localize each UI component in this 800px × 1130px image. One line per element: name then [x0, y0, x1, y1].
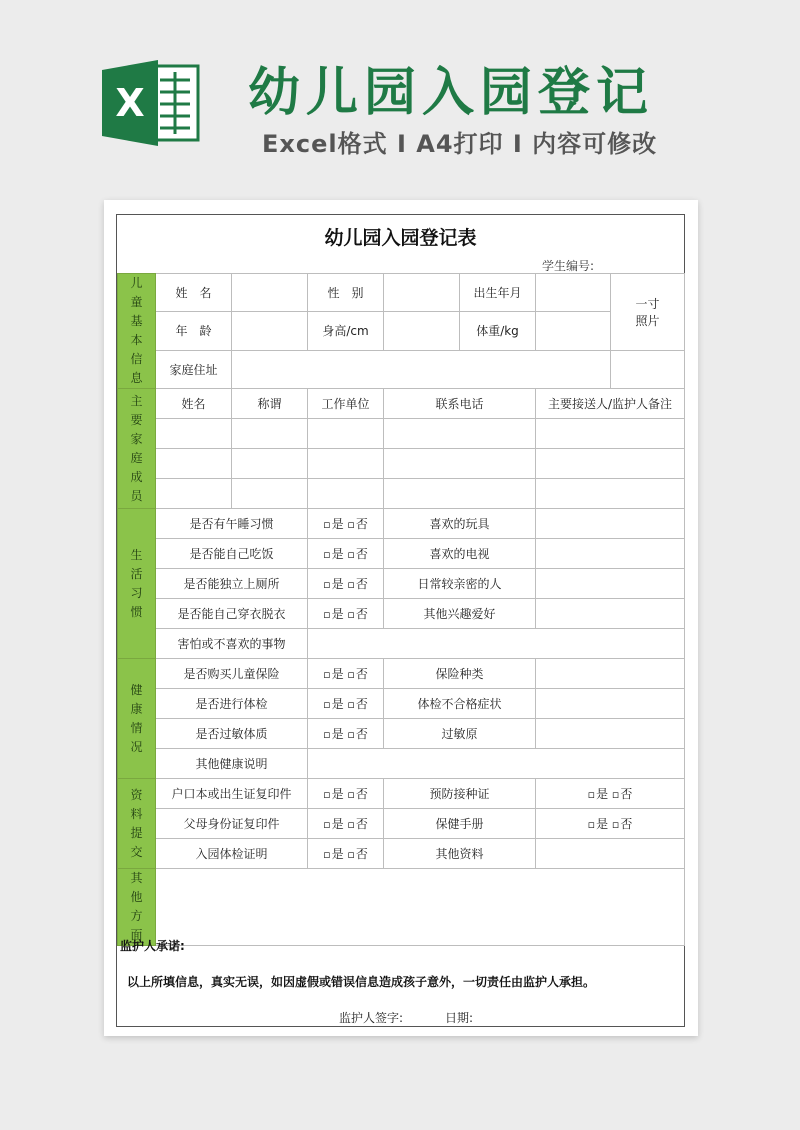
no-option[interactable]: ▫ 否 — [347, 547, 367, 561]
student-number-label: 学生编号: — [542, 259, 595, 273]
photo-cell[interactable] — [611, 274, 685, 351]
family-row — [118, 419, 685, 449]
vaccine-label: 预防接种证 — [384, 779, 536, 809]
field-weight[interactable] — [536, 312, 611, 350]
other-docs-label: 其他资料 — [384, 839, 536, 869]
other-field[interactable] — [156, 869, 685, 946]
registration-table — [117, 273, 685, 946]
family-row — [118, 479, 685, 509]
checkup-label: 是否进行体检 — [156, 689, 308, 719]
hukou-label: 户口本或出生证复印件 — [156, 779, 308, 809]
label-height: 身高/cm — [308, 312, 384, 350]
insurance-label: 是否购买儿童保险 — [156, 659, 308, 689]
header-workplace: 工作单位 — [308, 389, 384, 419]
banner-title: 幼儿园入园登记 — [248, 63, 655, 123]
header-guardian-note: 主要接送人/监护人备注 — [536, 389, 685, 419]
checkup-fail-field[interactable] — [536, 689, 685, 719]
health-book-choice[interactable] — [536, 809, 685, 839]
no-option[interactable]: ▫ 否 — [347, 817, 367, 831]
no-option[interactable]: ▫ 否 — [612, 817, 632, 831]
health-book-label: 保健手册 — [384, 809, 536, 839]
label-name: 姓 名 — [156, 274, 232, 312]
yes-option[interactable]: ▫ 是 — [323, 787, 343, 801]
no-option[interactable]: ▫ 否 — [347, 517, 367, 531]
hukou-choice[interactable] — [308, 779, 384, 809]
field-birth[interactable] — [536, 274, 611, 312]
field-address[interactable] — [232, 350, 611, 388]
insurance-type-label: 保险种类 — [384, 659, 536, 689]
logo-letter: X — [115, 81, 145, 125]
yes-option[interactable]: ▫ 是 — [323, 817, 343, 831]
label-birth: 出生年月 — [460, 274, 536, 312]
category-other: 其他方面 — [118, 869, 156, 946]
excel-logo-icon — [100, 58, 202, 148]
yes-option[interactable]: ▫ 是 — [588, 817, 608, 831]
header-relation: 称谓 — [232, 389, 308, 419]
insurance-choice[interactable] — [308, 659, 384, 689]
habit-nap-choice[interactable] — [308, 509, 384, 539]
category-family: 主要家庭成员 — [118, 389, 156, 509]
close-person-label: 日常较亲密的人 — [384, 569, 536, 599]
pledge-heading: 监护人承诺: — [120, 939, 185, 953]
photo-label-2: 照片 — [635, 313, 660, 328]
field-height[interactable] — [384, 312, 460, 350]
favorite-tv-label: 喜欢的电视 — [384, 539, 536, 569]
no-option[interactable]: ▫ 否 — [347, 667, 367, 681]
category-basic-info: 儿童基本信息 — [118, 274, 156, 389]
hobbies-label: 其他兴趣爱好 — [384, 599, 536, 629]
other-health-field[interactable] — [308, 749, 685, 779]
label-age: 年 龄 — [156, 312, 232, 350]
form-title: 幼儿园入园登记表 — [324, 227, 477, 249]
field-gender[interactable] — [384, 274, 460, 312]
label-address: 家庭住址 — [156, 350, 232, 388]
habit-nap-label: 是否有午睡习惯 — [156, 509, 308, 539]
photo-bottom-cell — [611, 350, 685, 388]
yes-option[interactable]: ▫ 是 — [323, 607, 343, 621]
yes-option[interactable]: ▫ 是 — [323, 577, 343, 591]
entry-checkup-label: 入园体检证明 — [156, 839, 308, 869]
habit-eat-choice[interactable] — [308, 539, 384, 569]
date-label[interactable]: 日期: — [445, 1011, 474, 1025]
no-option[interactable]: ▫ 否 — [347, 727, 367, 741]
close-person-field[interactable] — [536, 569, 685, 599]
yes-option[interactable]: ▫ 是 — [323, 727, 343, 741]
category-documents: 资料提交 — [118, 779, 156, 869]
no-option[interactable]: ▫ 否 — [347, 697, 367, 711]
entry-checkup-choice[interactable] — [308, 839, 384, 869]
form-frame — [116, 214, 685, 1027]
checkup-fail-label: 体检不合格症状 — [384, 689, 536, 719]
banner-subtitle: Excel格式 I A4打印 I 内容可修改 — [262, 130, 658, 158]
yes-option[interactable]: ▫ 是 — [323, 697, 343, 711]
other-health-label: 其他健康说明 — [156, 749, 308, 779]
habit-toilet-choice[interactable] — [308, 569, 384, 599]
vaccine-choice[interactable] — [536, 779, 685, 809]
checkup-choice[interactable] — [308, 689, 384, 719]
form-paper — [104, 200, 698, 1036]
guardian-signature-label[interactable]: 监护人签字: — [339, 1011, 404, 1025]
parent-id-label: 父母身份证复印件 — [156, 809, 308, 839]
fears-label: 害怕或不喜欢的事物 — [156, 629, 308, 659]
field-age[interactable] — [232, 312, 308, 350]
other-docs-field[interactable] — [536, 839, 685, 869]
parent-id-choice[interactable] — [308, 809, 384, 839]
allergen-field[interactable] — [536, 719, 685, 749]
allergy-choice[interactable] — [308, 719, 384, 749]
no-option[interactable]: ▫ 否 — [347, 847, 367, 861]
habit-toilet-label: 是否能独立上厕所 — [156, 569, 308, 599]
habit-dress-choice[interactable] — [308, 599, 384, 629]
label-gender: 性 别 — [308, 274, 384, 312]
yes-option[interactable]: ▫ 是 — [323, 517, 343, 531]
yes-option[interactable]: ▫ 是 — [588, 787, 608, 801]
no-option[interactable]: ▫ 否 — [347, 607, 367, 621]
favorite-toy-label: 喜欢的玩具 — [384, 509, 536, 539]
family-row — [118, 449, 685, 479]
allergy-label: 是否过敏体质 — [156, 719, 308, 749]
no-option[interactable]: ▫ 否 — [347, 577, 367, 591]
favorite-tv-field[interactable] — [536, 539, 685, 569]
pledge-text: 以上所填信息，真实无误，如因虚假或错误信息造成孩子意外，一切责任由监护人承担。 — [127, 975, 596, 989]
no-option[interactable]: ▫ 否 — [347, 787, 367, 801]
photo-label-1: 一寸 — [635, 296, 660, 311]
header-phone: 联系电话 — [384, 389, 536, 419]
field-name[interactable] — [232, 274, 308, 312]
allergen-label: 过敏原 — [384, 719, 536, 749]
insurance-type-field[interactable] — [536, 659, 685, 689]
habit-dress-label: 是否能自己穿衣脱衣 — [156, 599, 308, 629]
yes-option[interactable]: ▫ 是 — [323, 847, 343, 861]
fears-field[interactable] — [308, 629, 685, 659]
label-weight: 体重/kg — [460, 312, 536, 350]
category-health: 健康情况 — [118, 659, 156, 779]
header-member-name: 姓名 — [156, 389, 232, 419]
yes-option[interactable]: ▫ 是 — [323, 667, 343, 681]
hobbies-field[interactable] — [536, 599, 685, 629]
favorite-toy-field[interactable] — [536, 509, 685, 539]
no-option[interactable]: ▫ 否 — [612, 787, 632, 801]
category-habits: 生活习惯 — [118, 509, 156, 659]
habit-eat-label: 是否能自己吃饭 — [156, 539, 308, 569]
yes-option[interactable]: ▫ 是 — [323, 547, 343, 561]
